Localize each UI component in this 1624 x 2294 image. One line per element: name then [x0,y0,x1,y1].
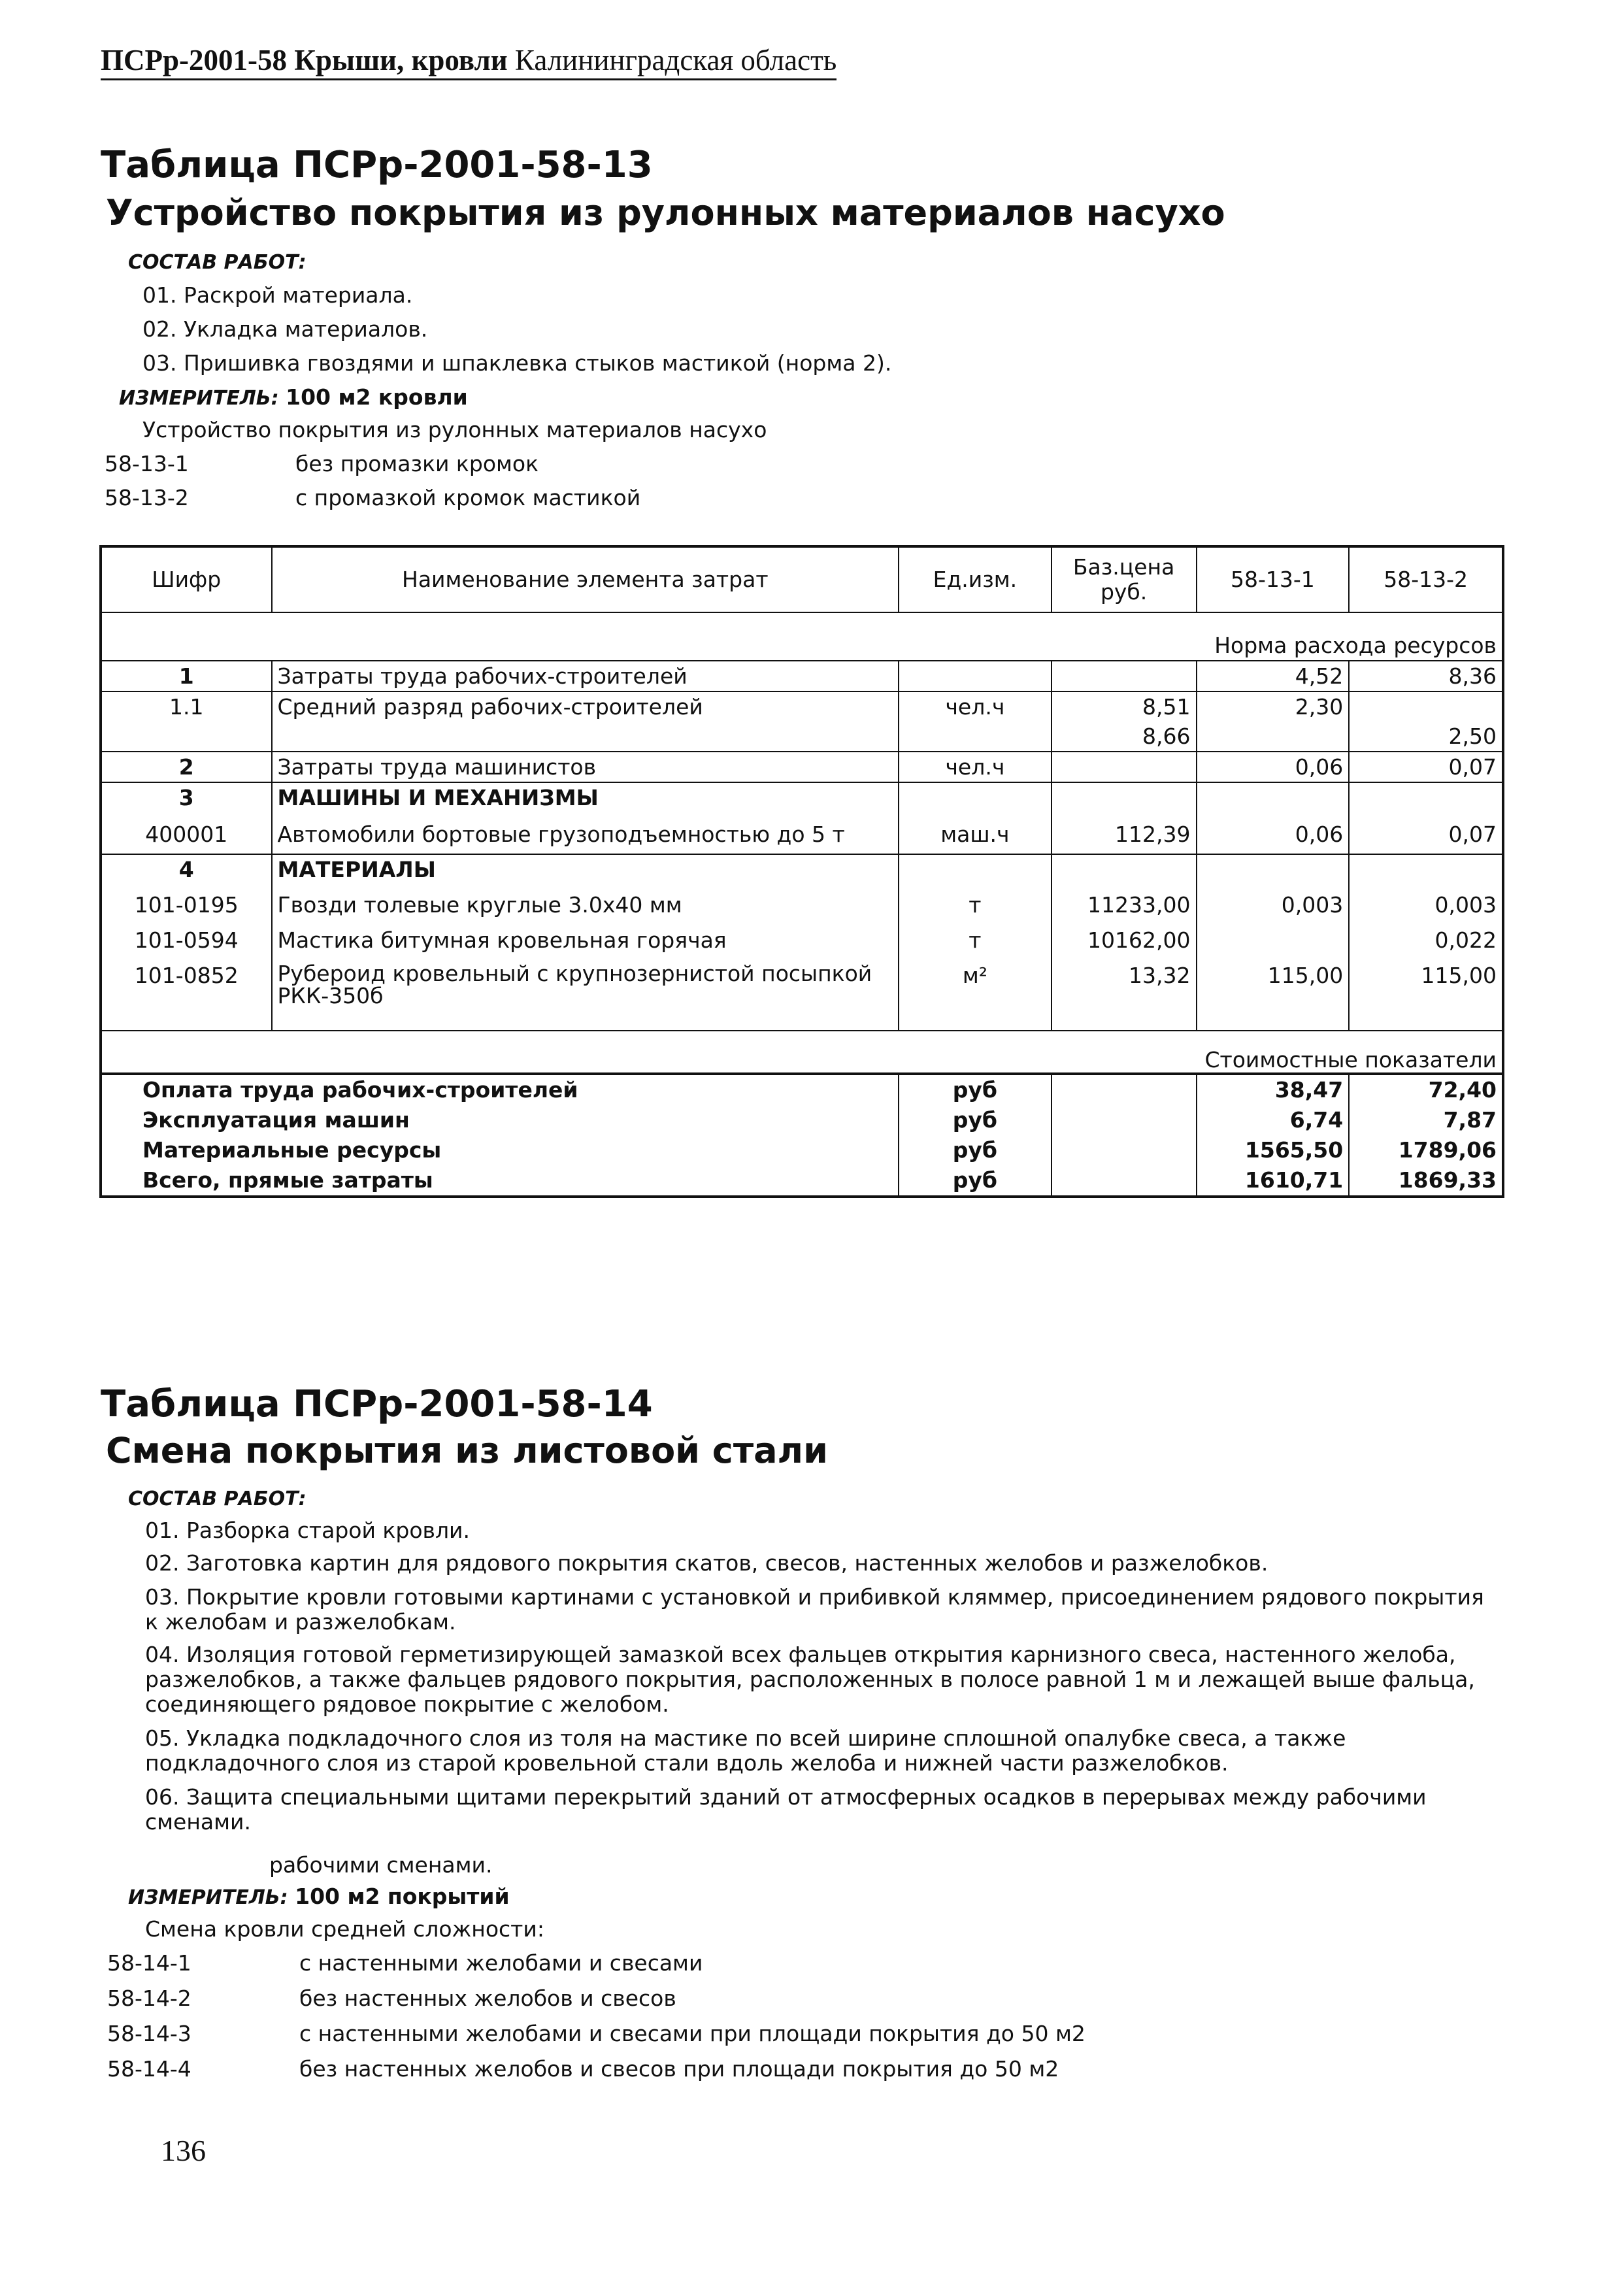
row-name: Рубероид кровельный с крупнозернистой посыпкой РКК-350б [272,955,899,1031]
row-unit: маш.ч [899,812,1052,854]
col-code: Шифр [101,546,272,612]
row-price: 11233,00 [1052,884,1197,920]
table14-variant-text-2: без настенных желобов и свесов [299,1986,676,2011]
row-v1 [1197,854,1350,884]
row-v2: 0,003 [1349,884,1503,920]
total-row [101,1165,1503,1197]
row-unit: чел.ч [899,691,1052,722]
row-name: Гвозди толевые круглые 3.0х40 мм [272,884,899,920]
col-variant-1: 58-13-1 [1197,546,1350,612]
row-unit [899,782,1052,812]
total-unit: руб [899,1135,1052,1165]
total-price [1052,1074,1197,1105]
page-number: 136 [161,2134,206,2167]
row-price: 112,39 [1052,812,1197,854]
table14-extra-line: рабочими сменами. [269,1852,493,1878]
row-unit [899,661,1052,691]
row-price: 8,51 [1052,691,1197,722]
row-v1: 4,52 [1197,661,1350,691]
table14-group-title: Смена кровли средней сложности: [145,1916,544,1942]
table14-work-item-3-cont: к желобам и разжелобкам. [145,1609,456,1635]
row-unit: чел.ч [899,752,1052,782]
total-row [101,1135,1503,1165]
row-unit [899,854,1052,884]
table14-work-item-5-cont: подкладочного слоя из старой кровельной стали вдоль желоба и нижней части разжелобков. [145,1750,1229,1776]
table-row [101,782,1503,812]
row-unit: т [899,884,1052,920]
table-row [101,722,1503,752]
table13-work-label: СОСТАВ РАБОТ: [128,251,307,274]
row-price [1052,661,1197,691]
table14-variant-code-2: 58-14-2 [107,1986,191,2011]
total-price [1052,1135,1197,1165]
col-price: Баз.цена руб. [1052,546,1197,612]
norm-band-row [101,612,1503,661]
total-unit: руб [899,1105,1052,1135]
running-head [101,43,837,80]
table13-meter [119,384,468,410]
total-name: Оплата труда рабочих-строителей [101,1074,899,1105]
table14-variant-text-1: с настенными желобами и свесами [299,1950,703,1976]
table14-work-item-4: 04. Изоляция готовой герметизирующей замазкой всех фальцев открытия карнизного свеса, настенного желоба, [145,1642,1456,1667]
meter-value: 100 м2 покрытий [295,1884,510,1909]
table14-subtitle: Смена покрытия из листовой стали [106,1430,828,1471]
row-v1: 0,06 [1197,812,1350,854]
total-v1: 38,47 [1197,1074,1350,1105]
table14-meter [128,1884,510,1909]
row-code: 101-0852 [101,955,272,1031]
total-row [101,1105,1503,1135]
row-name [272,722,899,752]
row-price [1052,854,1197,884]
row-v1: 0,06 [1197,752,1350,782]
col-unit: Ед.изм. [899,546,1052,612]
table13-variant-code-1: 58-13-1 [105,451,189,476]
row-v1: 0,003 [1197,884,1350,920]
row-name: Затраты труда рабочих-строителей [272,661,899,691]
row-name: Мастика битумная кровельная горячая [272,920,899,955]
row-name: Средний разряд рабочих-строителей [272,691,899,722]
row-v1 [1197,722,1350,752]
table14-variant-code-3: 58-14-3 [107,2021,191,2046]
table13-work-item-3: 03. Пришивка гвоздями и шпаклевка стыков мастикой (норма 2). [142,350,892,376]
table14-work-item-6: 06. Защита специальными щитами перекрытий зданий от атмосферных осадков в перерывах между рабочими [145,1784,1427,1810]
row-unit [899,722,1052,752]
row-code: 4 [101,854,272,884]
table14-work-item-5: 05. Укладка подкладочного слоя из толя на мастике по всей ширине сплошной опалубке свеса, а также [145,1725,1346,1751]
table-row [101,752,1503,782]
row-code: 101-0594 [101,920,272,955]
total-name: Всего, прямые затраты [101,1165,899,1197]
total-v1: 6,74 [1197,1105,1350,1135]
row-code: 400001 [101,812,272,854]
row-v2: 8,36 [1349,661,1503,691]
col-variant-2: 58-13-2 [1349,546,1503,612]
running-head-code: ПСРр-2001-58 Крыши, кровли [101,44,508,76]
table14-variant-text-3: с настенными желобами и свесами при площади покрытия до 50 м2 [299,2021,1085,2046]
row-price [1052,752,1197,782]
table14-variant-code-4: 58-14-4 [107,2056,191,2082]
row-code: 1 [101,661,272,691]
table-row [101,884,1503,920]
row-name: Автомобили бортовые грузоподъемностью до 5 т [272,812,899,854]
table13-variant-text-2: с промазкой кромок мастикой [295,485,641,510]
row-v1 [1197,782,1350,812]
table-row [101,661,1503,691]
table14-variant-code-1: 58-14-1 [107,1950,191,1976]
table14-work-item-4-cont1: разжелобков, а также фальцев рядового покрытия, расположенных в полосе равной 1 м и лежащей выше фальца, [145,1667,1475,1692]
row-price [1052,782,1197,812]
row-code: 1.1 [101,691,272,722]
table13-subtitle: Устройство покрытия из рулонных материалов насухо [106,192,1225,233]
total-price [1052,1105,1197,1135]
table-row [101,691,1503,722]
cost-label: Стоимостные показатели [101,1031,1503,1074]
table14-work-item-1: 01. Разборка старой кровли. [145,1518,470,1543]
row-v2: 0,07 [1349,812,1503,854]
total-v2: 7,87 [1349,1105,1503,1135]
row-price: 13,32 [1052,955,1197,1031]
table13-work-item-1: 01. Раскрой материала. [142,282,413,308]
total-name: Материальные ресурсы [101,1135,899,1165]
row-code: 3 [101,782,272,812]
total-price [1052,1165,1197,1197]
row-v2: 0,022 [1349,920,1503,955]
row-v1: 115,00 [1197,955,1350,1031]
meter-label: ИЗМЕРИТЕЛЬ: [119,387,279,410]
table13-group-title: Устройство покрытия из рулонных материалов насухо [142,417,767,442]
table13-variant-code-2: 58-13-2 [105,485,189,510]
table13-norms [99,545,1504,1198]
row-v2 [1349,782,1503,812]
table-row [101,955,1503,1031]
row-price: 10162,00 [1052,920,1197,955]
row-price: 8,66 [1052,722,1197,752]
table14-work-label: СОСТАВ РАБОТ: [128,1488,307,1510]
total-row [101,1074,1503,1105]
total-name: Эксплуатация машин [101,1105,899,1135]
table14-work-item-4-cont2: соединяющего рядовое покрытие с желобом. [145,1691,669,1717]
row-v1 [1197,920,1350,955]
total-v1: 1610,71 [1197,1165,1350,1197]
table14-variant-text-4: без настенных желобов и свесов при площади покрытия до 50 м2 [299,2056,1059,2082]
total-unit: руб [899,1074,1052,1105]
table-row [101,920,1503,955]
table13-title: Таблица ПСРр-2001-58-13 [101,144,653,186]
meter-value: 100 м2 кровли [286,384,468,410]
row-v2 [1349,691,1503,722]
table-row [101,854,1503,884]
row-unit: т [899,920,1052,955]
total-v2: 1789,06 [1349,1135,1503,1165]
total-v1: 1565,50 [1197,1135,1350,1165]
row-v1: 2,30 [1197,691,1350,722]
row-name: МАШИНЫ И МЕХАНИЗМЫ [272,782,899,812]
cost-band-row [101,1031,1503,1074]
row-name: Затраты труда машинистов [272,752,899,782]
row-v2: 2,50 [1349,722,1503,752]
total-v2: 1869,33 [1349,1165,1503,1197]
running-head-region: Калининградская область [514,44,837,76]
meter-label: ИЗМЕРИТЕЛЬ: [128,1886,288,1909]
table13-work-item-2: 02. Укладка материалов. [142,316,428,342]
table14-work-item-6-cont: сменами. [145,1809,251,1835]
table-row [101,812,1503,854]
row-code: 2 [101,752,272,782]
table-header-row [101,546,1503,612]
table14-work-item-3: 03. Покрытие кровли готовыми картинами с установкой и прибивкой кляммер, присоединением рядового покрытия [145,1584,1484,1610]
row-v2: 115,00 [1349,955,1503,1031]
table14-work-item-2: 02. Заготовка картин для рядового покрытия скатов, свесов, настенных желобов и разжелобков. [145,1550,1268,1576]
row-v2 [1349,854,1503,884]
norm-label: Норма расхода ресурсов [101,612,1503,661]
total-unit: руб [899,1165,1052,1197]
table13-variant-text-1: без промазки кромок [295,451,539,476]
table14-title: Таблица ПСРр-2001-58-14 [101,1383,653,1425]
row-v2: 0,07 [1349,752,1503,782]
col-name: Наименование элемента затрат [272,546,899,612]
row-code [101,722,272,752]
row-name: МАТЕРИАЛЫ [272,854,899,884]
row-unit: м² [899,955,1052,1031]
total-v2: 72,40 [1349,1074,1503,1105]
row-code: 101-0195 [101,884,272,920]
